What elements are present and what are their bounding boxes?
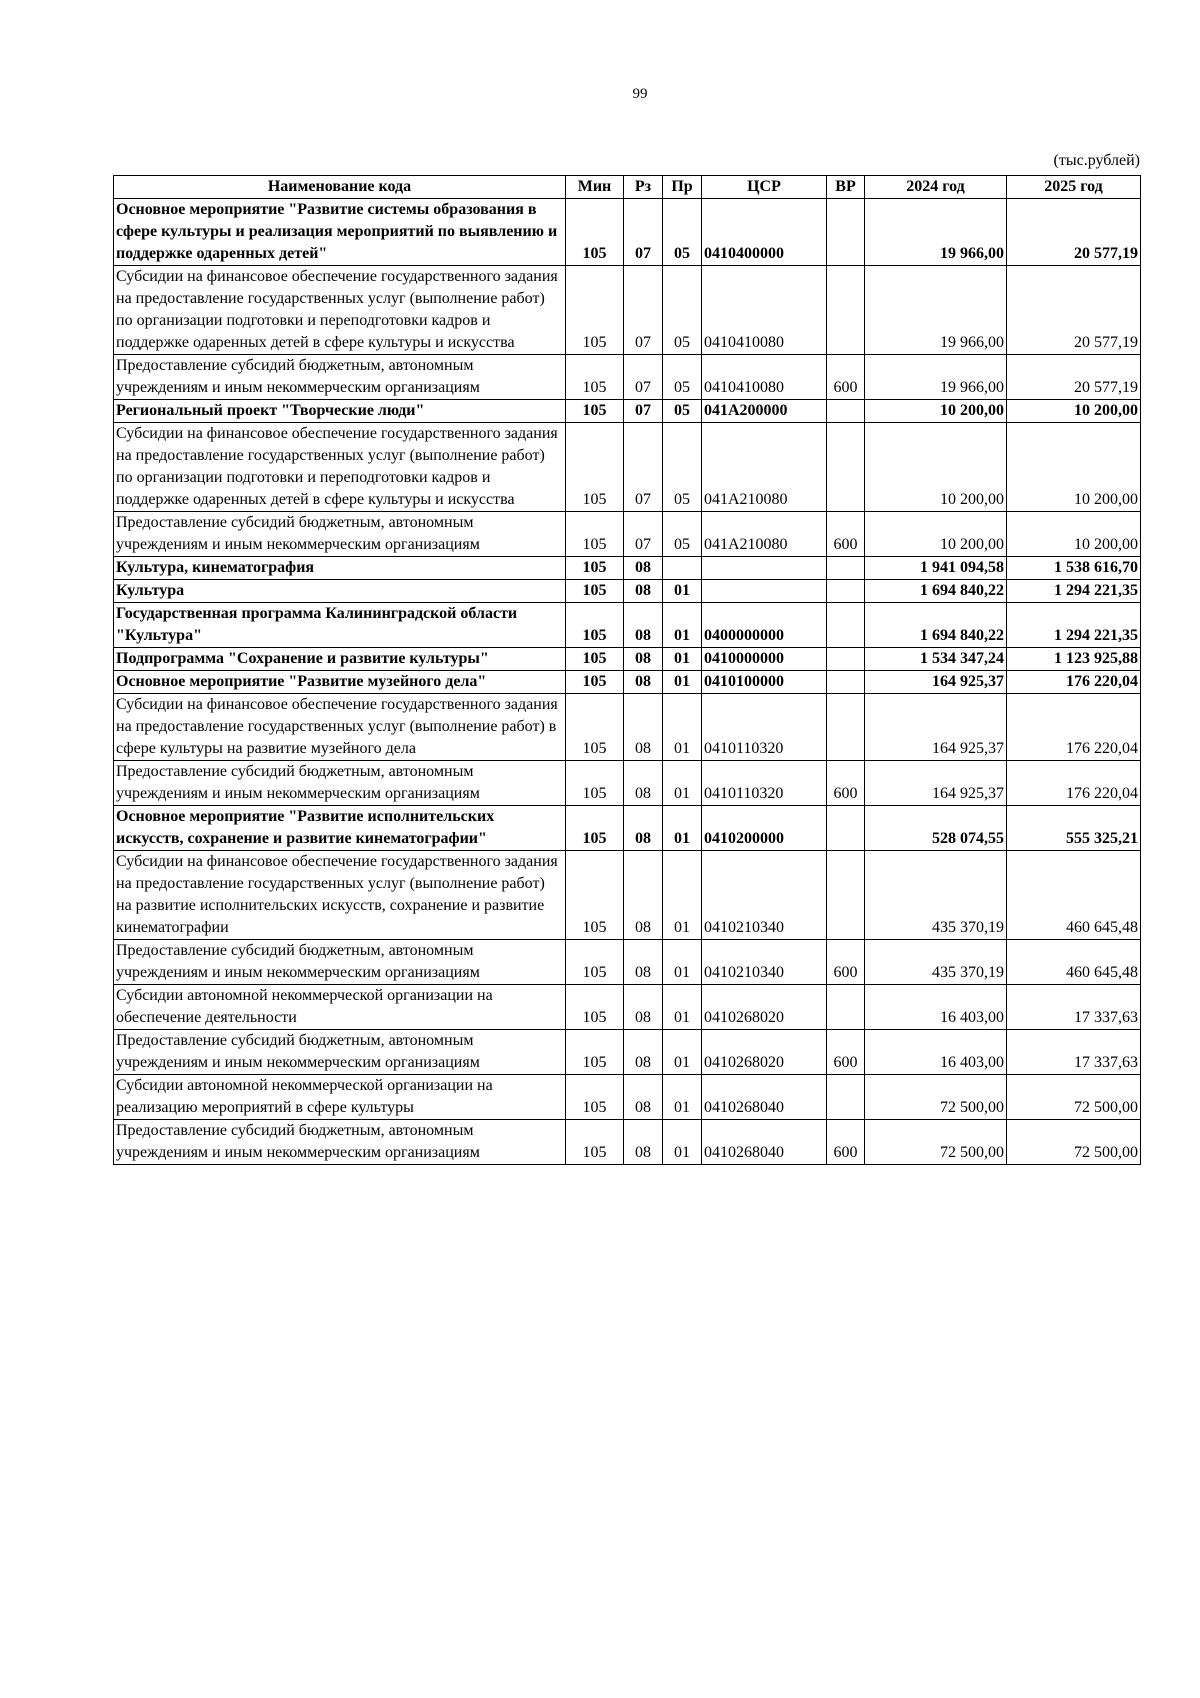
cell-rz: 08 <box>624 985 663 1030</box>
cell-vr <box>827 557 865 580</box>
cell-min: 105 <box>566 1030 624 1075</box>
cell-2024: 19 966,00 <box>865 355 1007 400</box>
cell-pr: 01 <box>663 580 702 603</box>
table-row <box>114 1075 1141 1120</box>
table-header-row <box>114 176 1141 199</box>
cell-name: Культура <box>114 580 566 603</box>
table-row <box>114 266 1141 355</box>
cell-2024: 10 200,00 <box>865 423 1007 512</box>
cell-min: 105 <box>566 557 624 580</box>
cell-2024: 435 370,19 <box>865 851 1007 940</box>
cell-min: 105 <box>566 580 624 603</box>
cell-vr <box>827 580 865 603</box>
page-number: 99 <box>632 86 648 102</box>
cell-vr <box>827 985 865 1030</box>
cell-2025: 1 123 925,88 <box>1007 648 1141 671</box>
table-row <box>114 851 1141 940</box>
cell-2024: 164 925,37 <box>865 671 1007 694</box>
cell-pr: 01 <box>663 603 702 648</box>
cell-min: 105 <box>566 985 624 1030</box>
header-name: Наименование кода <box>114 176 566 199</box>
cell-pr: 01 <box>663 1075 702 1120</box>
cell-2025: 10 200,00 <box>1007 423 1141 512</box>
cell-csr: 041А210080 <box>702 423 827 512</box>
cell-name: Предоставление субсидий бюджетным, автономным учреждениям и иным некоммерческим организациям <box>114 355 566 400</box>
cell-rz: 08 <box>624 1120 663 1165</box>
header-pr: Пр <box>663 176 702 199</box>
cell-rz: 08 <box>624 1030 663 1075</box>
cell-min: 105 <box>566 199 624 266</box>
table-row <box>114 940 1141 985</box>
table-row <box>114 603 1141 648</box>
table-row <box>114 355 1141 400</box>
cell-rz: 08 <box>624 580 663 603</box>
cell-csr: 0400000000 <box>702 603 827 648</box>
cell-pr: 01 <box>663 761 702 806</box>
cell-vr <box>827 199 865 266</box>
cell-csr: 0410100000 <box>702 671 827 694</box>
cell-name: Культура, кинематография <box>114 557 566 580</box>
cell-2025: 10 200,00 <box>1007 400 1141 423</box>
cell-min: 105 <box>566 1120 624 1165</box>
cell-rz: 08 <box>624 557 663 580</box>
cell-name: Субсидии автономной некоммерческой организации на обеспечение деятельности <box>114 985 566 1030</box>
cell-name: Подпрограмма "Сохранение и развитие культуры" <box>114 648 566 671</box>
cell-2025: 20 577,19 <box>1007 266 1141 355</box>
cell-pr: 05 <box>663 423 702 512</box>
cell-2025: 20 577,19 <box>1007 355 1141 400</box>
cell-min: 105 <box>566 940 624 985</box>
cell-rz: 08 <box>624 851 663 940</box>
cell-pr: 01 <box>663 985 702 1030</box>
budget-table <box>113 175 1141 1165</box>
header-min: Мин <box>566 176 624 199</box>
cell-2025: 460 645,48 <box>1007 940 1141 985</box>
cell-csr: 0410268020 <box>702 985 827 1030</box>
cell-pr: 05 <box>663 400 702 423</box>
cell-min: 105 <box>566 671 624 694</box>
cell-rz: 08 <box>624 806 663 851</box>
cell-pr: 01 <box>663 1030 702 1075</box>
cell-pr: 01 <box>663 694 702 761</box>
cell-pr: 01 <box>663 851 702 940</box>
header-rz: Рз <box>624 176 663 199</box>
cell-csr: 0410268020 <box>702 1030 827 1075</box>
cell-name: Основное мероприятие "Развитие системы образования в сфере культуры и реализация мероприятий по выявлению и поддержке одаренных детей" <box>114 199 566 266</box>
cell-vr: 600 <box>827 761 865 806</box>
cell-min: 105 <box>566 355 624 400</box>
cell-min: 105 <box>566 400 624 423</box>
cell-2025: 20 577,19 <box>1007 199 1141 266</box>
cell-pr: 05 <box>663 199 702 266</box>
table-row <box>114 423 1141 512</box>
cell-2024: 16 403,00 <box>865 1030 1007 1075</box>
cell-min: 105 <box>566 1075 624 1120</box>
cell-2024: 72 500,00 <box>865 1120 1007 1165</box>
cell-2025: 72 500,00 <box>1007 1075 1141 1120</box>
cell-vr <box>827 694 865 761</box>
table-row <box>114 761 1141 806</box>
cell-pr: 01 <box>663 671 702 694</box>
cell-2024: 435 370,19 <box>865 940 1007 985</box>
cell-name: Субсидии автономной некоммерческой организации на реализацию мероприятий в сфере культуры <box>114 1075 566 1120</box>
cell-pr: 01 <box>663 940 702 985</box>
cell-name: Предоставление субсидий бюджетным, автономным учреждениям и иным некоммерческим организациям <box>114 940 566 985</box>
cell-vr: 600 <box>827 940 865 985</box>
cell-2024: 19 966,00 <box>865 266 1007 355</box>
cell-2024: 1 694 840,22 <box>865 580 1007 603</box>
cell-2024: 164 925,37 <box>865 761 1007 806</box>
cell-vr <box>827 266 865 355</box>
unit-label: (тыс.рублей) <box>1053 152 1140 169</box>
cell-rz: 08 <box>624 1075 663 1120</box>
cell-csr <box>702 580 827 603</box>
table-row <box>114 557 1141 580</box>
cell-2025: 17 337,63 <box>1007 985 1141 1030</box>
table-row <box>114 985 1141 1030</box>
cell-pr <box>663 557 702 580</box>
cell-min: 105 <box>566 694 624 761</box>
cell-csr: 0410410080 <box>702 266 827 355</box>
cell-rz: 07 <box>624 266 663 355</box>
cell-min: 105 <box>566 806 624 851</box>
table-row <box>114 694 1141 761</box>
cell-rz: 08 <box>624 694 663 761</box>
cell-2024: 164 925,37 <box>865 694 1007 761</box>
cell-vr <box>827 671 865 694</box>
cell-min: 105 <box>566 851 624 940</box>
header-csr: ЦСР <box>702 176 827 199</box>
cell-pr: 01 <box>663 806 702 851</box>
cell-vr <box>827 423 865 512</box>
table-row <box>114 512 1141 557</box>
cell-2024: 528 074,55 <box>865 806 1007 851</box>
cell-2024: 1 694 840,22 <box>865 603 1007 648</box>
cell-vr <box>827 648 865 671</box>
cell-name: Субсидии на финансовое обеспечение государственного задания на предоставление государственных услуг (выполнение работ) по организации подготовки и переподготовки кадров и поддержке одаренных детей в сфере культуры и искусства <box>114 423 566 512</box>
cell-rz: 08 <box>624 648 663 671</box>
cell-2025: 72 500,00 <box>1007 1120 1141 1165</box>
cell-rz: 07 <box>624 512 663 557</box>
table-row <box>114 580 1141 603</box>
cell-pr: 05 <box>663 355 702 400</box>
table-row <box>114 1120 1141 1165</box>
cell-pr: 05 <box>663 266 702 355</box>
cell-csr: 0410200000 <box>702 806 827 851</box>
cell-csr: 0410268040 <box>702 1075 827 1120</box>
cell-2024: 1 534 347,24 <box>865 648 1007 671</box>
cell-vr <box>827 400 865 423</box>
cell-csr: 0410400000 <box>702 199 827 266</box>
cell-2024: 72 500,00 <box>865 1075 1007 1120</box>
cell-rz: 08 <box>624 940 663 985</box>
cell-2025: 17 337,63 <box>1007 1030 1141 1075</box>
cell-pr: 01 <box>663 648 702 671</box>
cell-csr: 0410000000 <box>702 648 827 671</box>
header-2024: 2024 год <box>865 176 1007 199</box>
cell-2025: 1 294 221,35 <box>1007 580 1141 603</box>
cell-rz: 07 <box>624 423 663 512</box>
header-vr: ВР <box>827 176 865 199</box>
cell-csr: 0410210340 <box>702 851 827 940</box>
table-row <box>114 199 1141 266</box>
cell-2024: 16 403,00 <box>865 985 1007 1030</box>
cell-2025: 1 294 221,35 <box>1007 603 1141 648</box>
cell-2025: 176 220,04 <box>1007 761 1141 806</box>
cell-rz: 08 <box>624 603 663 648</box>
cell-rz: 07 <box>624 355 663 400</box>
cell-min: 105 <box>566 648 624 671</box>
cell-csr <box>702 557 827 580</box>
header-2025: 2025 год <box>1007 176 1141 199</box>
cell-rz: 07 <box>624 199 663 266</box>
cell-name: Предоставление субсидий бюджетным, автономным учреждениям и иным некоммерческим организациям <box>114 1120 566 1165</box>
cell-vr <box>827 806 865 851</box>
table-row <box>114 671 1141 694</box>
cell-2025: 176 220,04 <box>1007 694 1141 761</box>
cell-vr: 600 <box>827 355 865 400</box>
cell-csr: 0410110320 <box>702 694 827 761</box>
cell-vr <box>827 851 865 940</box>
cell-pr: 05 <box>663 512 702 557</box>
cell-csr: 041А210080 <box>702 512 827 557</box>
cell-pr: 01 <box>663 1120 702 1165</box>
cell-name: Субсидии на финансовое обеспечение государственного задания на предоставление государственных услуг (выполнение работ) по организации подготовки и переподготовки кадров и поддержке одаренных детей в сфере культуры и искусства <box>114 266 566 355</box>
cell-vr <box>827 1075 865 1120</box>
cell-name: Государственная программа Калининградской области "Культура" <box>114 603 566 648</box>
cell-csr: 0410410080 <box>702 355 827 400</box>
cell-name: Основное мероприятие "Развитие музейного дела" <box>114 671 566 694</box>
cell-rz: 08 <box>624 671 663 694</box>
cell-2025: 555 325,21 <box>1007 806 1141 851</box>
cell-name: Субсидии на финансовое обеспечение государственного задания на предоставление государственных услуг (выполнение работ) на развитие исполнительских искусств, сохранение и развитие кинематографии <box>114 851 566 940</box>
cell-2025: 1 538 616,70 <box>1007 557 1141 580</box>
cell-2024: 10 200,00 <box>865 512 1007 557</box>
cell-2025: 460 645,48 <box>1007 851 1141 940</box>
cell-min: 105 <box>566 761 624 806</box>
cell-min: 105 <box>566 603 624 648</box>
cell-csr: 0410268040 <box>702 1120 827 1165</box>
cell-min: 105 <box>566 512 624 557</box>
table-row <box>114 648 1141 671</box>
cell-name: Предоставление субсидий бюджетным, автономным учреждениям и иным некоммерческим организациям <box>114 512 566 557</box>
cell-vr: 600 <box>827 1030 865 1075</box>
table-row <box>114 806 1141 851</box>
cell-2024: 10 200,00 <box>865 400 1007 423</box>
cell-vr: 600 <box>827 512 865 557</box>
table-row <box>114 1030 1141 1075</box>
cell-rz: 07 <box>624 400 663 423</box>
cell-2025: 10 200,00 <box>1007 512 1141 557</box>
cell-csr: 0410210340 <box>702 940 827 985</box>
cell-name: Региональный проект "Творческие люди" <box>114 400 566 423</box>
cell-2024: 1 941 094,58 <box>865 557 1007 580</box>
table-row <box>114 400 1141 423</box>
cell-2024: 19 966,00 <box>865 199 1007 266</box>
cell-vr <box>827 603 865 648</box>
cell-name: Предоставление субсидий бюджетным, автономным учреждениям и иным некоммерческим организациям <box>114 1030 566 1075</box>
cell-min: 105 <box>566 423 624 512</box>
cell-name: Основное мероприятие "Развитие исполнительских искусств, сохранение и развитие кинематографии" <box>114 806 566 851</box>
cell-csr: 0410110320 <box>702 761 827 806</box>
cell-name: Субсидии на финансовое обеспечение государственного задания на предоставление государственных услуг (выполнение работ) в сфере культуры на развитие музейного дела <box>114 694 566 761</box>
cell-vr: 600 <box>827 1120 865 1165</box>
cell-rz: 08 <box>624 761 663 806</box>
cell-name: Предоставление субсидий бюджетным, автономным учреждениям и иным некоммерческим организациям <box>114 761 566 806</box>
cell-min: 105 <box>566 266 624 355</box>
cell-csr: 041А200000 <box>702 400 827 423</box>
cell-2025: 176 220,04 <box>1007 671 1141 694</box>
